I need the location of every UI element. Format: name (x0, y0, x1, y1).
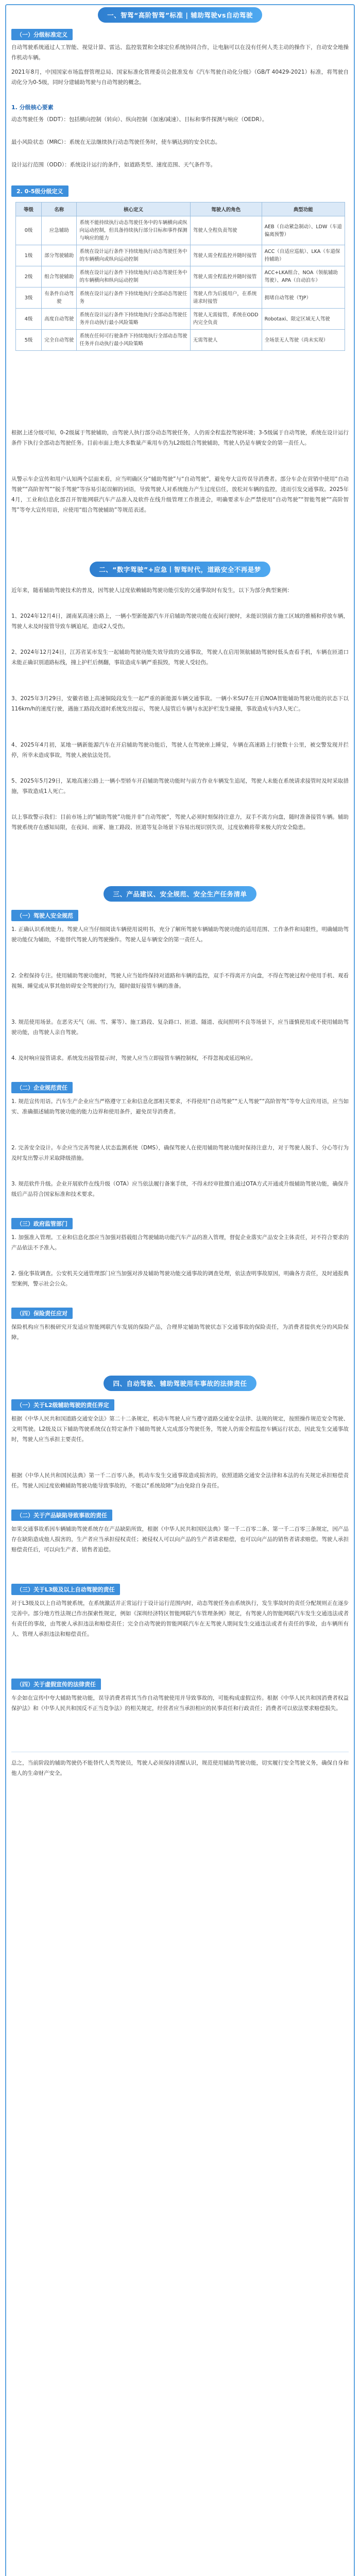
paragraph: 动态驾驶任务（DDT）：包括横向控制（转向）、纵向控制（加速/减速）、目标和事件探测与响应（OEDR）。 (11, 116, 268, 123)
table-cell: 高度自动驾驶 (42, 309, 77, 330)
subheading: （一）驾驶人安全规范 (11, 910, 78, 921)
table-cell: 驾驶人作为后援用户，在系统请求时接管 (190, 287, 262, 309)
table-row (16, 330, 345, 351)
section-title: 一、智驾“高阶智驾”标准 | 辅助驾驶vs自动驾驶 (98, 7, 262, 23)
subheading: （一）分级标准定义 (11, 29, 73, 40)
paragraph: 2. 全程保持专注。使用辅助驾驶功能时，驾驶人应当始终保持对道路和车辆的监控，双手不得离开方向盘，不得在驾驶过程中使用手机、观看视频、睡觉或从事其他妨碍安全驾驶的行为，随时做好接管车辆的准备。 (11, 973, 349, 989)
paragraph: 设计运行范围（ODD）：系统设计运行的条件，如道路类型、速度范围、天气条件等。 (11, 162, 216, 168)
paragraph: 如果交通事故系因车辆辅助驾驶系统存在产品缺陷所致，根据《中华人民共和国民法典》第一千二百零二条、第一千二百零三条规定，因产品存在缺陷造成他人损害的，生产者应当承担侵权责任；被侵权人可以向产品的生产者请求赔偿，也可以向产品的销售者请求赔偿。驾驶人承担赔偿责任后，可以向生产者、销售者追偿。 (11, 1526, 349, 1553)
table-row (16, 287, 345, 309)
table-cell: 全场景无人驾驶（尚未实现） (262, 330, 345, 351)
subheading: 2. 0-5级分级定义 (11, 185, 68, 197)
paragraph: 1. 正确认识系统能力。驾驶人应当仔细阅读车辆使用说明书，充分了解所驾驶车辆辅助驾驶功能的适用范围、工作条件和局限性，明确辅助驾驶功能仅为辅助，不能替代驾驶人的驾驶操作。驾驶人是车辆安全的第一责任人。 (11, 926, 349, 943)
paragraph: 最小风险状态（MRC）：系统在无法继续执行动态驾驶任务时，使车辆达到的安全状态。 (11, 139, 221, 145)
paragraph: 3. 规范软件升级。企业开展软件在线升级（OTA）应当依法履行备案手续，不得未经审批擅自通过OTA方式开通或升级辅助驾驶功能，确保升级后产品符合国家标准和技术要求。 (11, 1181, 349, 1197)
table-row (16, 309, 345, 330)
table-cell: AEB（自动紧急制动）、LDW（车道偏离预警） (262, 216, 345, 245)
table-cell: 有条件自动驾驶 (42, 287, 77, 309)
paragraph: 2021年8月，中国国家市场监督管理总局、国家标准化管理委员会批准发布《汽车驾驶自动化分级》（GB/T 40429-2021）标准，将驾驶自动化分为0-5级，同时分建辅助驾驶与自动驾驶的概念。 (11, 69, 349, 86)
paragraph: 4. 及时响应接管请求。系统发出接管提示时，驾驶人应当立即接管车辆控制权，不得忽视或延迟响应。 (11, 1055, 256, 1061)
column-header: 核心定义 (77, 202, 190, 216)
table-cell: 3级 (16, 287, 42, 309)
closing-paragraph: 总之，当前阶段的辅助驾驶仍不能替代人类驾驶员，驾驶人必须保持清醒认识，规范使用辅助驾驶功能，切实履行安全驾驶义务，确保自身和他人的生命财产安全。 (11, 1760, 349, 1776)
paragraph: 根据《中华人民共和国道路交通安全法》第二十二条规定，机动车驾驶人应当遵守道路交通安全法律、法规的规定，按照操作规范安全驾驶、文明驾驶。L2级及以下辅助驾驶系统仅在特定条件下辅助驾驶人完成部分驾驶任务，驾驶人仍需全程监控车辆运行状态，因此发生交通事故时，驾驶人应当承担主要责任。 (11, 1416, 349, 1443)
section-banner-1 (0, 7, 360, 23)
subheading: （三）关于L3级及以上自动驾驶的责任 (11, 1584, 120, 1595)
column-header: 驾驶人的角色 (190, 202, 262, 216)
case-item: 3、2025年3月29日，安徽省德上高速铜陵段发生一起严重的新能源车辆交通事故。一辆小米SU7在开启NOA智能辅助驾驶功能的状态下以116km/h的速度行驶，遇施工路段改道时系统发出提示，驾驶人接管后车辆与水泥护栏发生碰撞，事故造成车内3人死亡。 (11, 696, 349, 712)
table-cell: ACC（自适应巡航）、LKA（车道保持辅助） (262, 245, 345, 266)
section-banner-4 (0, 1376, 360, 1391)
paragraph: 近年来，随着辅助驾驶技术的普及，因驾驶人过度依赖辅助驾驶功能引发的交通事故时有发生，以下为部分典型案例： (11, 587, 293, 594)
table-cell: 驾驶人需全程监控并随时接管 (190, 245, 262, 266)
column-header: 名称 (42, 202, 77, 216)
table-cell: 驾驶人全程负责驾驶 (190, 216, 262, 245)
table-cell: ACC+LKA组合、NOA（领航辅助驾驶）、APA（自动泊车） (262, 266, 345, 287)
table-cell: 系统不能持续执行动态驾驶任务中的车辆横向或纵向运动控制，但具备持续执行部分目标和事件探测与响应的能力 (77, 216, 190, 245)
section-title: 四、自动驾驶、辅助驾驶用车事故的法律责任 (104, 1376, 256, 1391)
table-cell: 0级 (16, 216, 42, 245)
table-cell: 无需驾驶人 (190, 330, 262, 351)
table-cell: 组合驾驶辅助 (42, 266, 77, 287)
subheading: （四）关于虚假宣传的法律责任 (11, 1679, 101, 1690)
subheading: （二）关于产品缺陷导致事故的责任 (11, 1510, 112, 1521)
subheading: （四）保险责任应对 (11, 1308, 73, 1319)
table-cell: 拥堵自动驾驶（TJP） (262, 287, 345, 309)
table-cell: 系统在设计运行条件下持续地执行动态驾驶任务中的车辆横向和纵向运动控制 (77, 266, 190, 287)
subheading: 1. 分级核心要素 (11, 104, 54, 111)
table-cell: 完全自动驾驶 (42, 330, 77, 351)
paragraph: 2. 强化事故调查。公安机关交通管理部门应当加强对涉及辅助驾驶功能交通事故的调查处理，依法查明事故原因，明确各方责任，及时通报典型案例，警示社会公众。 (11, 1270, 349, 1287)
table-cell: 系统在任何可行驶条件下持续地执行全部动态驾驶任务并自动执行最小风险策略 (77, 330, 190, 351)
subheading: （一）关于L2级辅助驾驶的责任界定 (11, 1399, 114, 1411)
table-row (16, 216, 345, 245)
table-cell: 2级 (16, 266, 42, 287)
paragraph: 保险机构应当积极研究开发适应智能网联汽车发展的保险产品，合理界定辅助驾驶状态下交通事故的保险责任，为消费者提供充分的风险保障。 (11, 1324, 349, 1341)
table-cell: 驾驶人无需接管，系统在ODD内完全负责 (190, 309, 262, 330)
case-item: 1、2024年12月4日，湖南某高速公路上，一辆小型新能源汽车开启辅助驾驶功能在夜间行驶时，未能识别前方施工区域的锥桶和停放车辆，驾驶人未及时接管导致车辆追尾，造成2人受伤。 (11, 613, 349, 630)
column-header: 等级 (16, 202, 42, 216)
subheading: （三）政府监管部门 (11, 1218, 73, 1229)
table-row (16, 245, 345, 266)
table-row (16, 266, 345, 287)
paragraph: 根据上述分级可知，0-2级属于驾驶辅助，由驾驶人执行部分动态驾驶任务，人仍需全程监控驾驶环境；3-5级属于自动驾驶，系统在设计运行条件下执行全部动态驾驶任务。目前市面上绝大多数量产乘用车仍为L2级组合驾驶辅助，驾驶人仍是车辆安全的第一责任人。 (11, 430, 349, 446)
case-item: 4、2025年4月初，某地一辆新能源汽车在开启辅助驾驶功能后，驾驶人在驾驶座上睡觉，车辆在高速路上行驶数十公里，被交警发现并拦停，所幸未造成事故，驾驶人被依法处罚。 (11, 742, 349, 758)
section-title: 二、“数字驾驶”+应急丨智驾时代，道路安全不再是梦 (90, 562, 270, 577)
case-item: 5、2025年5月29日，某地高速公路上一辆小型轿车开启辅助驾驶功能时与前方作业车辆发生追尾，驾驶人未能在系统请求接管时及时采取措施，事故造成1人死亡。 (11, 778, 349, 794)
table-cell: 驾驶人需全程监控并随时接管 (190, 266, 262, 287)
paragraph: 车企如在宣传中夸大辅助驾驶功能，误导消费者将其当作自动驾驶使用并导致事故的，可能构成虚假宣传。根据《中华人民共和国消费者权益保护法》和《中华人民共和国反不正当竞争法》的相关规定，经营者应当承担相应的民事责任和行政责任；消费者可以依法要求赔偿损失。 (11, 1695, 349, 1711)
paragraph: 2. 完善安全设计。车企应当完善驾驶人状态监测系统（DMS），确保驾驶人在使用辅助驾驶功能时保持注意力，对于驾驶人脱手、分心等行为及时发出警示并采取降级措施。 (11, 1145, 349, 1161)
table-cell: 1级 (16, 245, 42, 266)
paragraph: 根据《中华人民共和国民法典》第一千二百零八条，机动车发生交通事故造成损害的，依照道路交通安全法律和本法的有关规定承担赔偿责任。驾驶人因过度依赖辅助驾驶功能导致事故的，不能以“系统故障”为由免除自身责任。 (11, 1472, 349, 1489)
section-banner-2 (0, 562, 360, 577)
table-cell: 系统在设计运行条件下持续地执行全部动态驾驶任务 (77, 287, 190, 309)
table-cell: 部分驾驶辅助 (42, 245, 77, 266)
table-cell: 系统在设计运行条件下持续地执行动态驾驶任务中的车辆横向或纵向运动控制 (77, 245, 190, 266)
case-item: 2、2024年12月24日，江苏省某市发生一起辅助驾驶功能失效导致的交通事故，驾驶人在启用领航辅助驾驶时低头查看手机，车辆在匝道口未能正确识别道路标线，撞上护栏后侧翻，事故造成车辆严重损毁，驾驶人受轻伤。 (11, 649, 349, 666)
paragraph: 对于L3级及以上自动驾驶系统，在系统激活并正常运行于设计运行范围内时，动态驾驶任务由系统执行，发生事故时的责任分配规则正在逐步完善中。部分地方性法规已作出探索性规定，例如《深圳经济特区智能网联汽车管理条例》规定，有驾驶人的智能网联汽车发生交通违法或者有责任的事故，由驾驶人承担违法和赔偿责任；完全自动驾驶的智能网联汽车在无驾驶人期间发生交通违法或者有责任的事故，由车辆所有人、管理人承担违法和赔偿责任。 (11, 1600, 349, 1637)
paragraph: 从警示车企宣传和用户认知两个层面来看，应当明确区分“辅助驾驶”与“自动驾驶”，避免夸大宣传误导消费者。部分车企在营销中使用“自动驾驶”“高阶智驾”“脱手驾驶”等容易引起误解的词语，导致驾驶人对系统能力产生过度信任，放松对车辆的监控，进而引发交通事故。2025年4月，工业和信息化部召开智能网联汽车产品准入及软件在线升级管理工作推进会，明确要求车企严禁使用“自动驾驶”“智能驾驶”“高阶智驾”等夸大宣传用语，应使用“组合驾驶辅助”等规范表述。 (11, 476, 349, 513)
paragraph: 自动驾驶系统通过人工智能、视觉计算、雷达、监控装置和全球定位系统协同合作，让电脑可以在没有任何人类主动的操作下，自动安全地操作机动车辆。 (11, 44, 349, 61)
section-banner-3 (0, 886, 360, 902)
table-cell: 系统在设计运行条件下持续地执行全部动态驾驶任务并自动执行最小风险策略 (77, 309, 190, 330)
table-cell: 应急辅助 (42, 216, 77, 245)
paragraph: 以上事故警示我们：目前市场上的“辅助驾驶”功能并非“自动驾驶”，驾驶人必须时刻保持注意力，双手不离方向盘，随时准备接管车辆。辅助驾驶系统存在感知局限，在夜间、雨雾、施工路段、匝道等复杂场景下容易出现识别失误，过度依赖将带来极大的安全隐患。 (11, 814, 349, 831)
column-header: 典型功能 (262, 202, 345, 216)
level-table (15, 202, 345, 351)
table-header-row (16, 202, 345, 216)
table-cell: 5级 (16, 330, 42, 351)
paragraph: 3. 规范使用场景。在恶劣天气（雨、雪、雾等）、施工路段、复杂路口、匝道、隧道、夜间照明不良等场景下，应当谨慎使用或不使用辅助驾驶功能，由驾驶人亲自驾驶。 (11, 1019, 349, 1036)
table-cell: 4级 (16, 309, 42, 330)
paragraph: 1. 规范宣传用语。汽车生产企业应当严格遵守工业和信息化部相关要求，不得使用“自动驾驶”“无人驾驶”“高阶智驾”等夸大宣传用语，应当如实、准确描述辅助驾驶功能的能力边界和使用条件，避免误导消费者。 (11, 1098, 349, 1115)
table-cell: Robotaxi、限定区域无人驾驶 (262, 309, 345, 330)
section-title: 三、产品建议、安全规范、安全生产任务清单 (104, 886, 256, 902)
paragraph: 1. 加强准入管理。工业和信息化部应当加强对搭载组合驾驶辅助功能汽车产品的准入管理，督促企业落实产品安全主体责任，对不符合要求的产品依法不予准入。 (11, 1234, 349, 1251)
subheading: （二）企业规范责任 (11, 1082, 73, 1093)
